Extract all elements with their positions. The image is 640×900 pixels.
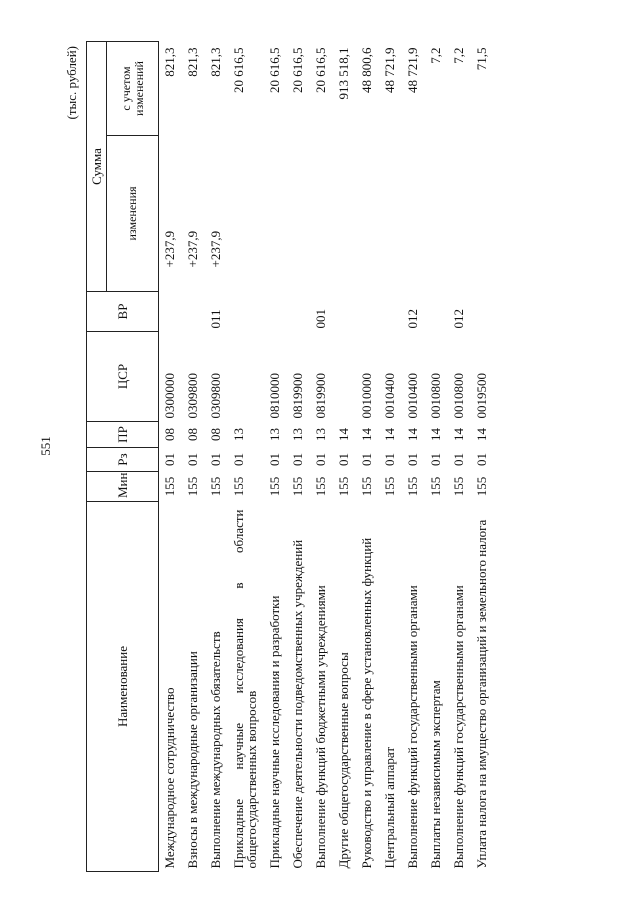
row-csr: 0819900 bbox=[313, 373, 328, 419]
row-pr: 14 bbox=[451, 428, 466, 441]
row-pr: 13 bbox=[231, 428, 246, 441]
table-row bbox=[397, 42, 420, 872]
row-change bbox=[282, 136, 305, 292]
row-name: Выплаты независимым экспертам bbox=[428, 680, 443, 869]
row-name: Центральный аппарат bbox=[382, 746, 397, 869]
row-csr: 0300000 bbox=[162, 373, 177, 419]
row-csr: 0810000 bbox=[267, 373, 282, 419]
row-rz: 01 bbox=[231, 453, 246, 466]
row-total: 20 616,5 bbox=[267, 47, 282, 93]
row-name: Прикладные научные исследования в области общегосударственных вопросов bbox=[231, 509, 259, 869]
header-name: Наименование bbox=[87, 502, 159, 872]
row-pr: 08 bbox=[208, 428, 223, 441]
row-total: 71,5 bbox=[474, 47, 489, 71]
table-row bbox=[466, 42, 489, 872]
page-number: 551 bbox=[38, 436, 53, 456]
row-min: 155 bbox=[231, 476, 246, 497]
row-pr: 14 bbox=[474, 428, 489, 441]
table-row bbox=[305, 42, 328, 872]
header-rz: Рз bbox=[87, 448, 159, 472]
row-change bbox=[397, 136, 420, 292]
row-change bbox=[305, 136, 328, 292]
table-body bbox=[159, 42, 490, 872]
row-total: 821,3 bbox=[208, 47, 223, 77]
row-csr: 0010800 bbox=[428, 373, 443, 419]
row-total: 7,2 bbox=[428, 47, 443, 64]
table-row bbox=[282, 42, 305, 872]
row-csr: 0010000 bbox=[359, 373, 374, 419]
row-csr: 0309800 bbox=[208, 373, 223, 419]
row-name: Международное сотрудничество bbox=[162, 687, 177, 869]
header-with-changes: с учетом изменений bbox=[107, 42, 159, 136]
row-vr bbox=[466, 292, 489, 332]
row-csr: 0010400 bbox=[382, 373, 397, 419]
row-change bbox=[374, 136, 397, 292]
row-min: 155 bbox=[267, 476, 282, 497]
row-vr bbox=[351, 292, 374, 332]
row-rz: 01 bbox=[474, 453, 489, 466]
row-rz: 01 bbox=[185, 453, 200, 466]
table-row bbox=[374, 42, 397, 872]
header-min: Мин bbox=[87, 472, 159, 502]
row-rz: 01 bbox=[208, 453, 223, 466]
row-min: 155 bbox=[185, 476, 200, 497]
row-vr: 012 bbox=[451, 309, 466, 329]
row-name: Уплата налога на имущество организаций и земельного налога bbox=[474, 519, 489, 869]
header-change: изменения bbox=[107, 136, 159, 292]
row-min: 155 bbox=[162, 476, 177, 497]
row-pr: 14 bbox=[428, 428, 443, 441]
row-change bbox=[351, 136, 374, 292]
row-total: 821,3 bbox=[162, 47, 177, 77]
row-name: Обеспечение деятельности подведомственных учреждений bbox=[290, 539, 305, 869]
row-change bbox=[420, 136, 443, 292]
row-csr: 0010400 bbox=[405, 373, 420, 419]
table-row bbox=[223, 42, 259, 872]
row-vr bbox=[328, 292, 351, 332]
row-rz: 01 bbox=[405, 453, 420, 466]
row-name: Выполнение функций государственными органами bbox=[451, 585, 466, 869]
header-pr: ПР bbox=[87, 422, 159, 448]
table-header bbox=[87, 42, 159, 872]
row-vr bbox=[282, 292, 305, 332]
row-pr: 08 bbox=[185, 428, 200, 441]
row-csr: 0010800 bbox=[451, 373, 466, 419]
row-min: 155 bbox=[313, 476, 328, 497]
row-csr: 0819900 bbox=[290, 373, 305, 419]
table-row bbox=[351, 42, 374, 872]
header-vr: ВР bbox=[87, 292, 159, 332]
row-vr: 001 bbox=[313, 309, 328, 329]
row-rz: 01 bbox=[451, 453, 466, 466]
table-row bbox=[443, 42, 466, 872]
row-change bbox=[223, 136, 259, 292]
table-row bbox=[177, 42, 200, 872]
budget-table-rotated bbox=[64, 42, 606, 872]
row-total: 48 721,9 bbox=[405, 47, 420, 93]
row-change: +237,9 bbox=[185, 230, 200, 268]
row-total: 20 616,5 bbox=[231, 47, 246, 93]
row-rz: 01 bbox=[382, 453, 397, 466]
row-csr bbox=[223, 332, 259, 422]
row-rz: 01 bbox=[428, 453, 443, 466]
row-pr: 14 bbox=[336, 428, 351, 441]
row-min: 155 bbox=[474, 476, 489, 497]
row-min: 155 bbox=[382, 476, 397, 497]
row-total: 48 800,6 bbox=[359, 47, 374, 93]
row-csr bbox=[328, 332, 351, 422]
row-name: Выполнение функций государственными органами bbox=[405, 585, 420, 869]
row-min: 155 bbox=[336, 476, 351, 497]
row-min: 155 bbox=[405, 476, 420, 497]
row-change bbox=[466, 136, 489, 292]
row-name: Другие общегосударственные вопросы bbox=[336, 652, 351, 869]
row-name: Взносы в международные организации bbox=[185, 651, 200, 869]
row-pr: 08 bbox=[162, 428, 177, 441]
header-csr: ЦСР bbox=[87, 332, 159, 422]
row-change bbox=[328, 136, 351, 292]
row-name: Руководство и управление в сфере установленных функций bbox=[359, 537, 374, 869]
row-name: Выполнение международных обязательств bbox=[208, 631, 223, 869]
row-change bbox=[259, 136, 282, 292]
row-total: 821,3 bbox=[185, 47, 200, 77]
row-pr: 14 bbox=[405, 428, 420, 441]
table-row bbox=[159, 42, 178, 872]
row-pr: 14 bbox=[359, 428, 374, 441]
row-pr: 13 bbox=[313, 428, 328, 441]
row-min: 155 bbox=[359, 476, 374, 497]
table-row bbox=[328, 42, 351, 872]
row-vr bbox=[374, 292, 397, 332]
row-vr bbox=[177, 292, 200, 332]
row-change: +237,9 bbox=[162, 230, 177, 268]
row-csr: 0309800 bbox=[185, 373, 200, 419]
row-min: 155 bbox=[290, 476, 305, 497]
table-row bbox=[259, 42, 282, 872]
row-csr: 0019500 bbox=[474, 373, 489, 419]
row-rz: 01 bbox=[290, 453, 305, 466]
row-rz: 01 bbox=[162, 453, 177, 466]
row-min: 155 bbox=[428, 476, 443, 497]
table-row bbox=[200, 42, 223, 872]
row-change: +237,9 bbox=[208, 230, 223, 268]
row-total: 7,2 bbox=[451, 47, 466, 64]
unit-note: (тыс. рублей) bbox=[64, 46, 79, 120]
row-rz: 01 bbox=[359, 453, 374, 466]
row-rz: 01 bbox=[336, 453, 351, 466]
row-pr: 13 bbox=[290, 428, 305, 441]
budget-table bbox=[86, 41, 489, 872]
row-total: 913 518,1 bbox=[336, 47, 351, 100]
row-vr bbox=[223, 292, 259, 332]
table-row bbox=[420, 42, 443, 872]
row-vr bbox=[159, 292, 178, 332]
row-total: 20 616,5 bbox=[313, 47, 328, 93]
row-vr bbox=[259, 292, 282, 332]
row-total: 48 721,9 bbox=[382, 47, 397, 93]
row-name: Выполнение функций бюджетными учреждениями bbox=[313, 585, 328, 869]
row-vr: 012 bbox=[405, 309, 420, 329]
row-change bbox=[443, 136, 466, 292]
row-pr: 14 bbox=[382, 428, 397, 441]
row-rz: 01 bbox=[313, 453, 328, 466]
row-vr: 011 bbox=[208, 309, 223, 329]
row-rz: 01 bbox=[267, 453, 282, 466]
row-pr: 13 bbox=[267, 428, 282, 441]
row-name: Прикладные научные исследования и разработки bbox=[267, 595, 282, 869]
header-sum: Сумма bbox=[87, 42, 107, 292]
row-vr bbox=[420, 292, 443, 332]
row-min: 155 bbox=[451, 476, 466, 497]
row-total: 20 616,5 bbox=[290, 47, 305, 93]
row-min: 155 bbox=[208, 476, 223, 497]
